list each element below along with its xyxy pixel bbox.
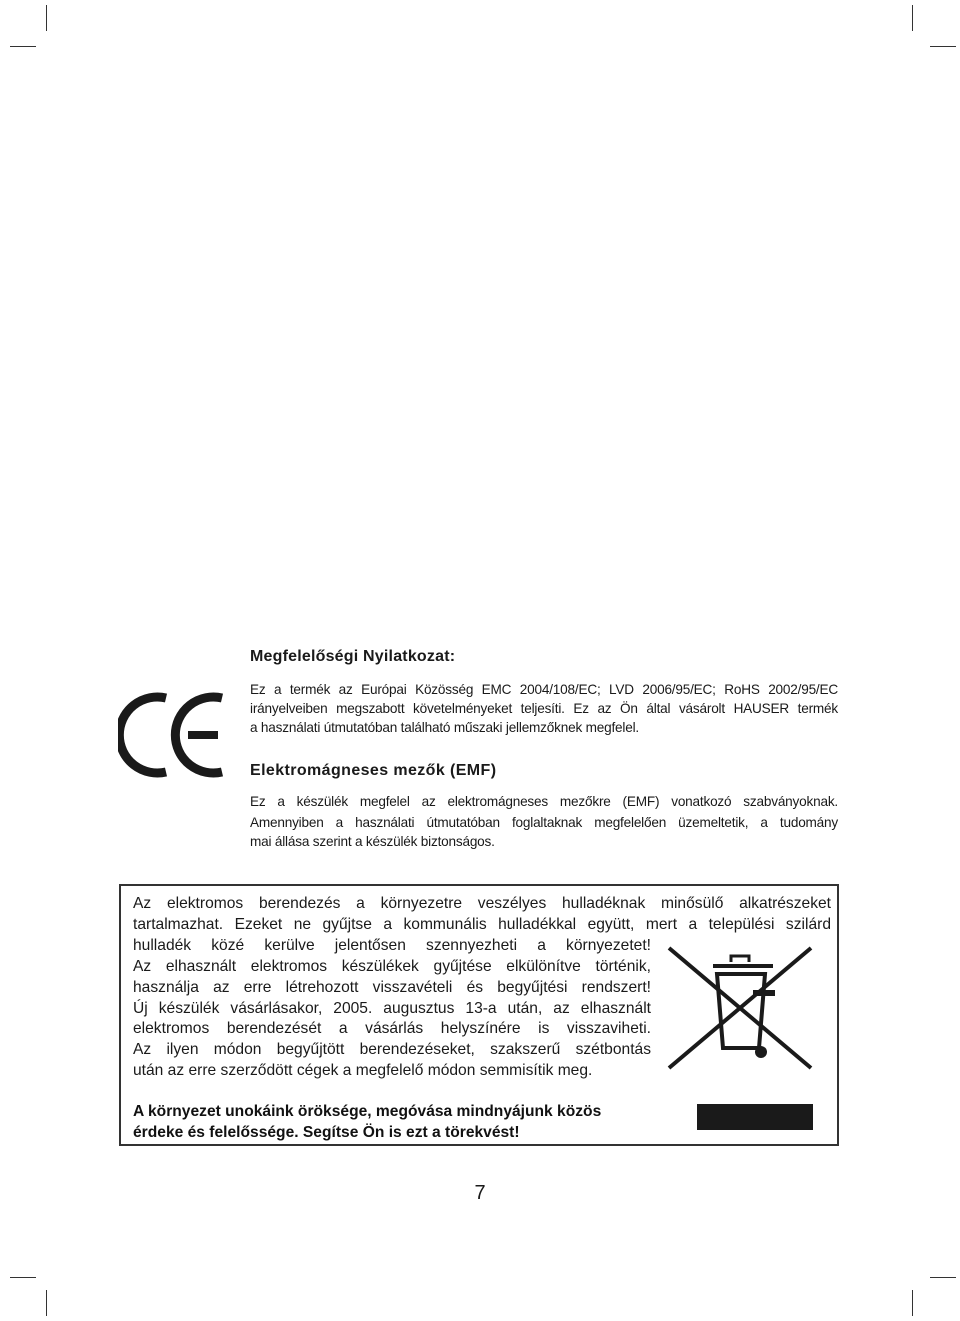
declaration-line: a használati útmutatóban található műszaki jellemzőknek megfelel. bbox=[250, 720, 639, 735]
crop-mark bbox=[912, 1290, 913, 1316]
emf-paragraph bbox=[250, 813, 838, 851]
declaration-text bbox=[250, 680, 838, 737]
weee-line: hulladék közé kerülve jelentősen szennyezheti a környezetet! bbox=[133, 936, 651, 954]
weee-line: Az ilyen módon begyűjtött berendezéseket, szakszerű szétbontás bbox=[133, 1041, 651, 1059]
emf-text bbox=[250, 792, 838, 851]
weee-line: tartalmazhat. Ezeket ne gyűjtse a kommunális hulladékkal együtt, mert a települési szilárd bbox=[133, 915, 831, 933]
emf-paragraph: Ez a készülék megfelel az elektromágneses mezőkre (EMF) vonatkozó szabványoknak. bbox=[250, 794, 838, 809]
emf-line: mai állása szerint a készülék biztonságos. bbox=[250, 834, 495, 849]
weee-bold-line: A környezet unokáink öröksége, megóvása mindnyájunk közös bbox=[133, 1103, 602, 1120]
weee-bold-statement bbox=[133, 1102, 673, 1144]
crop-mark bbox=[46, 1290, 47, 1316]
crossed-out-wheelie-bin-icon bbox=[661, 944, 821, 1074]
weee-line: használja az erre létrehozott visszavételi és begyűjtési rendszert! bbox=[133, 978, 651, 996]
black-bar bbox=[697, 1104, 813, 1130]
emf-title: Elektromágneses mezők (EMF) bbox=[250, 762, 497, 779]
weee-line: Új készülék vásárlásakor, 2005. augusztus 13-a után, az elhasznált bbox=[133, 999, 651, 1017]
weee-line: Az elhasznált elektromos készülékek gyűjtése elkülönítve történik, bbox=[133, 957, 651, 975]
declaration-line: Ez a termék az Európai Közösség EMC 2004/108/EC; LVD 2006/95/EC; RoHS 2002/95/EC bbox=[250, 682, 838, 697]
crop-mark bbox=[930, 1277, 956, 1278]
crop-mark bbox=[10, 1277, 36, 1278]
page-number: 7 bbox=[474, 1182, 486, 1204]
weee-notice-box bbox=[119, 884, 839, 1146]
crop-mark bbox=[912, 5, 913, 31]
ce-mark-icon bbox=[118, 690, 230, 780]
declaration-line: irányelveiben megszabott követelményeket teljesíti. Ez az Ön által vásárolt HAUSER termék bbox=[250, 701, 838, 716]
weee-line: Az elektromos berendezés a környezetre veszélyes hulladéknak minősülő alkatrészeket bbox=[133, 895, 831, 912]
declaration-title: Megfelelőségi Nyilatkozat: bbox=[250, 648, 456, 665]
crop-mark bbox=[46, 5, 47, 31]
weee-bold-line: érdeke és felelőssége. Segítse Ön is ezt a törekvést! bbox=[133, 1123, 520, 1141]
emf-line: Amennyiben a használati útmutatóban foglaltaknak megfelelően üzemeltetik, a tudomány bbox=[250, 815, 838, 830]
weee-line: után az erre szerződött cégek a megfelelő módon semmisítik meg. bbox=[133, 1062, 593, 1080]
weee-line: elektromos berendezését a vásárlás helyszínére is visszaviheti. bbox=[133, 1020, 651, 1038]
crop-mark bbox=[10, 46, 36, 47]
crop-mark bbox=[930, 46, 956, 47]
